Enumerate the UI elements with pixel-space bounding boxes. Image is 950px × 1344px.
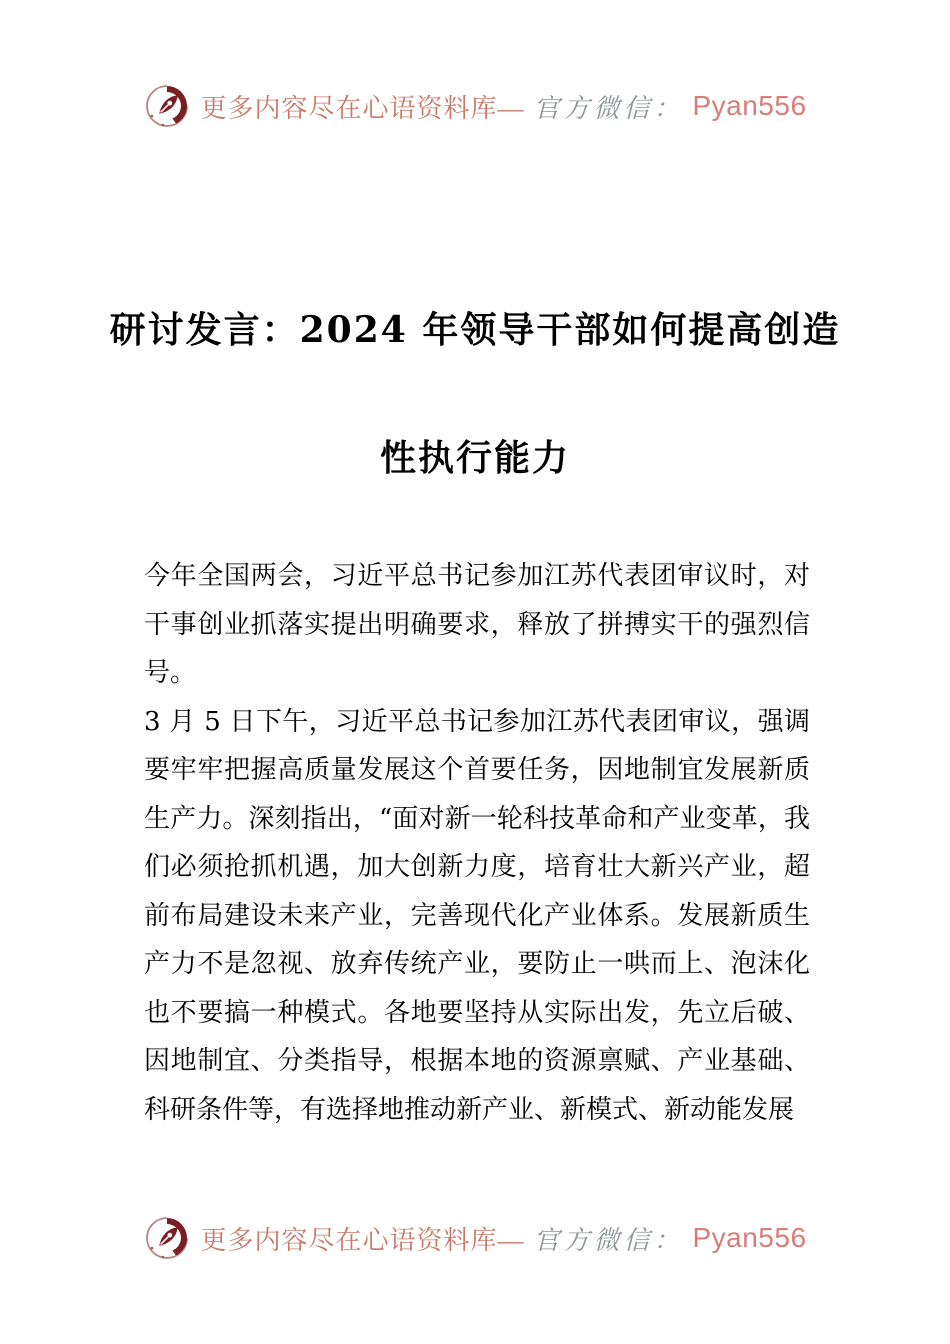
pen-nib-swirl-logo-icon	[143, 1214, 191, 1262]
wechat-id: Pyan556	[692, 1222, 807, 1253]
document-title-line2: 性执行能力	[379, 437, 570, 479]
document-title	[0, 266, 950, 522]
brand-text: 更多内容尽在心语资料库—	[200, 1225, 525, 1255]
official-wechat-label: 官方微信：	[533, 93, 684, 123]
brand-text: 更多内容尽在心语资料库—	[200, 93, 525, 123]
official-wechat-label: 官方微信：	[533, 1225, 684, 1255]
header-watermark-banner	[0, 78, 950, 134]
footer-watermark-banner	[0, 1210, 950, 1266]
document-title-line1: 研讨发言：2024 年领导干部如何提高创造	[109, 309, 841, 351]
body-paragraph-1: 今年全国两会，习近平总书记参加江苏代表团审议时，对干事创业抓落实提出明确要求，释放了拼搏实干的强烈信号。	[144, 561, 810, 688]
document-body	[144, 552, 810, 1134]
body-paragraph-2: 3 月 5 日下午，习近平总书记参加江苏代表团审议，强调要牢牢把握高质量发展这个首要任务，因地制宜发展新质生产力。深刻指出，“面对新一轮科技革命和产业变革，我们必须抢抓机遇，加大创新力度，培育壮大新兴产业，超前布局建设未来产业，完善现代化产业体系。发展新质生产力不是忽视、放弃传统产业，要防止一哄而上、泡沫化也不要搞一种模式。各地要坚持从实际出发，先立后破、因地制宜、分类指导，根据本地的资源禀赋、产业基础、科研条件等，有选择地推动新产业、新模式、新动能发展	[144, 706, 810, 1125]
pen-nib-swirl-logo-icon	[143, 82, 191, 130]
wechat-id: Pyan556	[692, 90, 807, 121]
